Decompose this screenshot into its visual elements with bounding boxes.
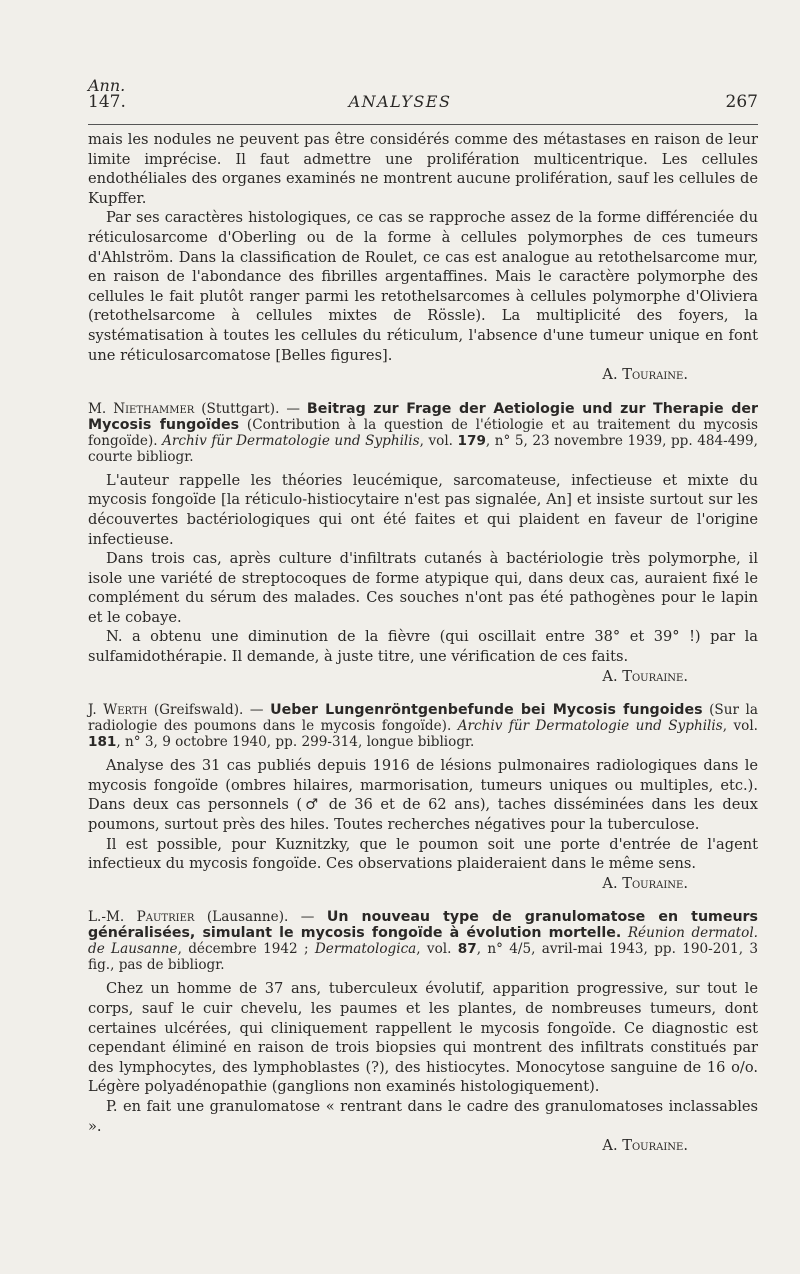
paragraph: Il est possible, pour Kuznitzky, que le poumon soit une porte d'entrée de l'agent infectieux du mycosis fongoïde. Ces observations plaideraient dans le même sens.	[88, 835, 758, 873]
entry-title: Un nouveau type de granulomatose en tumeurs généralisées, simulant le mycosis fongoïde à évolution mortelle.	[88, 909, 758, 942]
entry-details: , n° 4/5, avril-mai 1943, pp. 190-201, 3 fig., pas de bibliogr.	[88, 941, 759, 974]
entry-vol-prefix: , vol.	[419, 432, 458, 449]
signature: A. Touraine.	[602, 366, 688, 384]
running-title: ANALYSES	[348, 92, 452, 111]
bibliographic-entry	[88, 702, 758, 750]
volume-number: 147.	[88, 92, 126, 112]
journal-abbrev: Ann.	[88, 76, 126, 95]
page-number: 267	[725, 92, 758, 112]
entry-volume: 181	[88, 734, 117, 751]
paragraph: P. en fait une granulomatose « rentrant dans le cadre des granulomatoses inclassables ».	[88, 1097, 758, 1135]
paragraph: mais les nodules ne peuvent pas être considérés comme des métastases en raison de leur limite imprécise. Il faut admettre une prolifération multicentrique. Les cellules endothéliales des organes examinés ne montrent aucune prolifération, sauf les cellules de Kupffer.	[88, 131, 758, 207]
entry-journal-2: Dermatologica	[314, 941, 417, 958]
entry-translation: (Contribution à la question de l'étiologie et au traitement du mycosis fongoïde).	[88, 416, 758, 449]
entry-volume: 87	[457, 941, 477, 958]
paragraph: N. a obtenu une diminution de la fièvre (qui oscillait entre 38° et 39° !) par la sulfamidothérapie. Il demande, à juste titre, une vérification de ces faits.	[88, 628, 758, 666]
entry-journal: Archiv für Dermatologie und Syphilis	[162, 432, 420, 449]
entry-translation: (Sur la radiologie des poumons dans le mycosis fongoïde).	[88, 702, 758, 735]
entry-journal: Réunion dermatol. de Lausanne	[88, 925, 758, 958]
bibliographic-entry	[88, 909, 758, 973]
entry-vol-prefix: , vol.	[416, 941, 458, 958]
entry-vol-prefix: , vol.	[722, 718, 758, 735]
header-rule	[88, 124, 758, 125]
signature: A. Touraine.	[602, 1137, 688, 1155]
bibliographic-entry	[88, 401, 758, 465]
entry-title: Ueber Lungenröntgenbefunde bei Mycosis fungoides	[270, 702, 703, 719]
entry-details: , n° 5, 23 novembre 1939, pp. 484-499, courte bibliogr.	[88, 432, 759, 465]
signature: A. Touraine.	[602, 874, 688, 892]
paragraph: Analyse des 31 cas publiés depuis 1916 de lésions pulmonaires radiologiques dans le mycosis fongoïde (ombres hilaires, marmorisation, tumeurs uniques ou multiples, etc.). Dans deux cas personnels (♂ de 36 et de 62 ans), taches disséminées dans les deux poumons, surtout près des hiles. Toutes recherches négatives pour la tuberculose.	[88, 757, 758, 834]
entry-place: (Greifswald). —	[147, 702, 271, 719]
signature: A. Touraine.	[602, 667, 688, 685]
entry-title: Beitrag zur Frage der Aetiologie und zur Therapie der Mycosis fungoïdes	[88, 400, 758, 433]
entry-date: , décembre 1942 ;	[177, 941, 315, 958]
paragraph: Par ses caractères histologiques, ce cas se rapproche assez de la forme différenciée du réticulosarcome d'Oberling ou de la forme à cellules polymorphes de ces tumeurs d'Ahlström. Dans la classification de Roulet, ce cas est analogue au retothelsarcome mur, en raison de l'abondance des fibrilles argentaffines. Mais le caractère polymorphe des cellules le fait plutôt ranger parmi les retothelsarcomes à cellules polymorphe d'Oliviera (retothelsarcome à cellules mixtes de Rössle). La multiplicité des foyers, la systématisation à toutes les cellules du réticulum, l'absence d'une tumeur unique en font une réticulosarcomatose [Belles figures].	[88, 209, 758, 364]
entry-journal: Archiv für Dermatologie und Syphilis	[457, 718, 723, 735]
entry-author: J. Werth	[88, 702, 148, 719]
entry-place: (Lausanne). —	[194, 909, 327, 926]
entry-place: (Stuttgart). —	[194, 400, 307, 417]
paragraph: L'auteur rappelle les théories leucémique, sarcomateuse, infectieuse et mixte du mycosis fongoïde [la réticulo-histiocytaire n'est pas signalée, An] et insiste surtout sur les découvertes bactériologiques qui ont été faites et qui plaident en faveur de l'origine infectieuse.	[88, 471, 758, 548]
entry-author: M. Niethammer	[88, 400, 195, 417]
page-body	[88, 130, 758, 1156]
entry-details: , n° 3, 9 octobre 1940, pp. 299-314, longue bibliogr.	[116, 734, 475, 751]
entry-volume: 179	[457, 432, 486, 449]
paragraph: Chez un homme de 37 ans, tuberculeux évolutif, apparition progressive, sur tout le corps, sauf le cuir chevelu, les paumes et les plantes, de nombreuses tumeurs, dont certaines ulcérées, qui cliniquement rappellent le mycosis fongoïde. Ce diagnostic est cependant éliminé en raison de trois biopsies qui montrent des infiltrats constitués par des lymphocytes, des lymphoblastes (?), des histiocytes. Monocytose sanguine de 16 o/o. Légère polyadénopathie (ganglions non examinés histologiquement).	[88, 980, 758, 1096]
entry-author: L.-M. Pautrier	[88, 909, 195, 926]
paragraph: Dans trois cas, après culture d'infiltrats cutanés à bactériologie très polymorphe, il isole une variété de streptocoques de forme atypique qui, dans deux cas, auraient fixé le complément du sérum des malades. Ces souches n'ont pas été pathogènes pour le lapin et le cobaye.	[88, 550, 758, 626]
